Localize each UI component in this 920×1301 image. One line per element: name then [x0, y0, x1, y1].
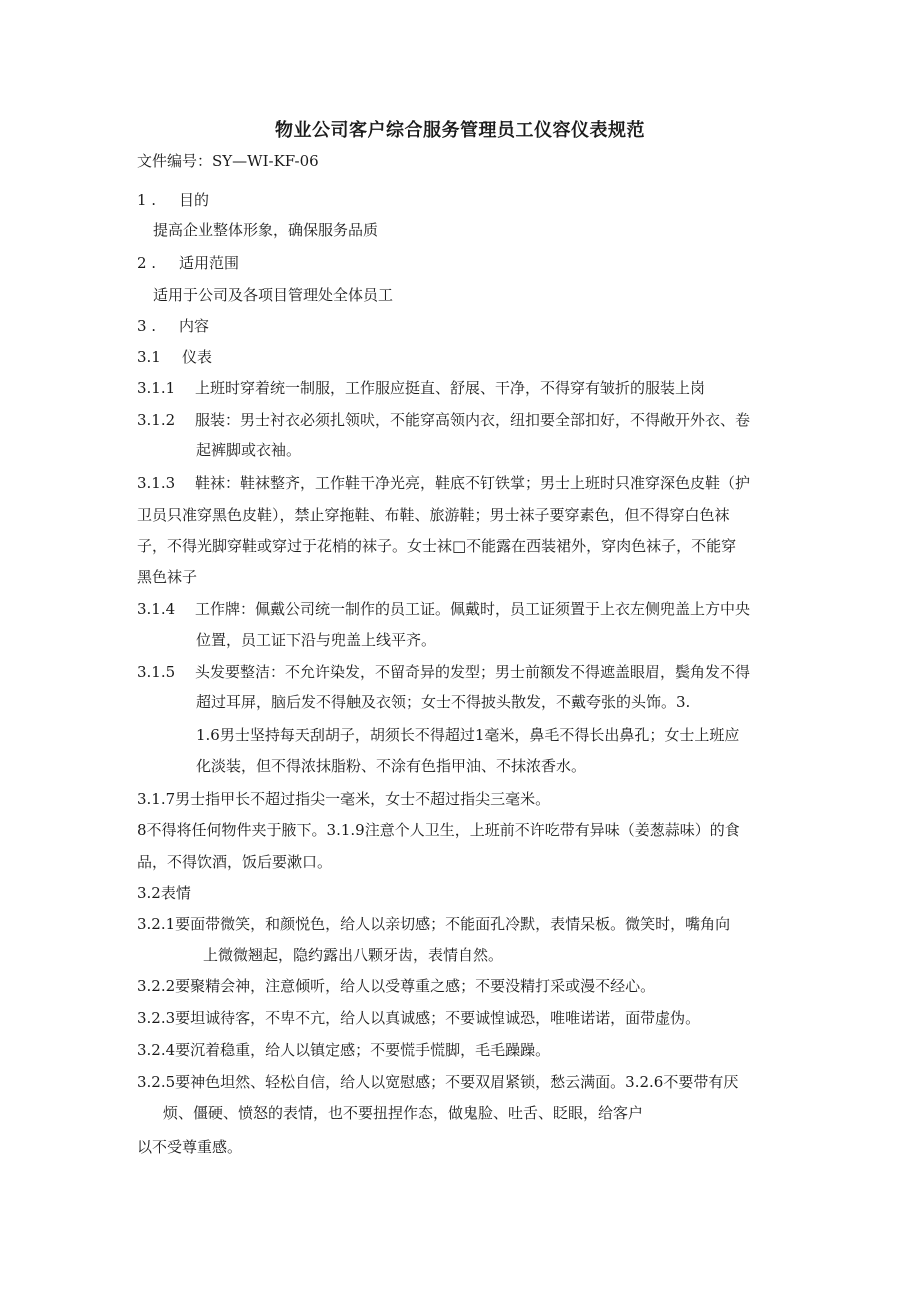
item-number: 3.1.4	[137, 600, 176, 618]
file-number: 文件编号：SY—WI-KF-06	[137, 152, 319, 170]
item-3-1-2-cont: 起裤脚或衣袖。	[196, 441, 302, 459]
subsection-number: 3.1	[137, 348, 161, 366]
item-3-1-4-cont: 位置，员工证下沿与兜盖上线平齐。	[196, 631, 437, 649]
item-3-1-1	[137, 378, 705, 398]
section-2-heading	[137, 253, 239, 273]
section-2-body: 适用于公司及各项目管理处全体员工	[153, 286, 394, 304]
section-1-body: 提高企业整体形象，确保服务品质	[153, 221, 379, 239]
item-number: 3.1.5	[137, 663, 176, 681]
item-3-1-5-cont: 超过耳屏，脑后发不得触及衣领；女士不得披头散发，不戴夸张的头饰。3.	[196, 693, 691, 711]
item-number: 3.1.3	[137, 474, 176, 492]
section-number: 1 .	[137, 191, 157, 209]
item-3-2-2: 3.2.2要聚精会神，注意倾听，给人以受尊重之感；不要没精打采或漫不经心。	[137, 977, 656, 995]
item-text: 头发要整洁：不允许染发，不留奇异的发型；男士前额发不得遮盖眼眉，鬓角发不得	[195, 663, 751, 681]
item-number: 3.1.1	[137, 379, 176, 397]
section-number: 2 .	[137, 254, 157, 272]
item-3-1-7: 3.1.7男士指甲长不超过指尖一毫米，女士不超过指尖三毫米。	[137, 790, 551, 808]
subsection-title: 仪表	[182, 348, 213, 366]
item-3-1-6: 1.6男士坚持每天刮胡子，胡须长不得超过1毫米，鼻毛不得长出鼻孔；女士上班应	[196, 726, 740, 744]
section-3-heading	[137, 316, 209, 336]
item-3-1-2	[137, 410, 750, 430]
section-1-heading	[137, 190, 209, 210]
subsection-3-2-heading: 3.2表情	[137, 884, 191, 902]
item-3-1-5	[137, 662, 750, 682]
section-title: 适用范围	[179, 254, 240, 272]
item-3-1-6-cont: 化淡装，但不得浓抹脂粉、不涂有色指甲油、不抹浓香水。	[196, 757, 587, 775]
item-3-1-4	[137, 599, 750, 619]
item-3-2-6-cont: 以不受尊重感。	[137, 1138, 243, 1156]
item-text: 鞋袜：鞋袜整齐，工作鞋干净光亮，鞋底不钉铁掌；男士上班时只准穿深色皮鞋（护	[195, 474, 751, 492]
subsection-3-1-heading	[137, 347, 212, 367]
item-3-1-3-cont: 黑色袜子	[137, 568, 198, 586]
item-text: 服装：男士衬衣必须扎领吠，不能穿高领内衣，纽扣要全部扣好，不得敞开外衣、卷	[195, 411, 751, 429]
section-title: 内容	[179, 317, 210, 335]
section-number: 3 .	[137, 317, 157, 335]
item-text: 工作牌：佩戴公司统一制作的员工证。佩戴时，员工证须置于上衣左侧兜盖上方中央	[195, 600, 751, 618]
item-3-2-5: 3.2.5要神色坦然、轻松自信，给人以宽慰感；不要双眉紧锁，愁云满面。3.2.6不要带有厌	[137, 1073, 739, 1091]
item-3-2-4: 3.2.4要沉着稳重，给人以镇定感；不要慌手慌脚，毛毛躁躁。	[137, 1041, 551, 1059]
item-number: 3.1.2	[137, 411, 176, 429]
item-3-1-3-cont: 子，不得光脚穿鞋或穿过于花梢的袜子。女士袜□不能露在西装裙外，穿肉色袜子，不能穿	[137, 537, 737, 555]
item-3-2-1: 3.2.1要面带微笑，和颜悦色，给人以亲切感；不能面孔冷默，表情呆板。微笑时，嘴角向	[137, 915, 731, 933]
item-3-2-1-cont: 上微微翘起，隐约露出八颗牙齿，表情自然。	[203, 946, 504, 964]
item-3-1-3-cont: 卫员只准穿黑色皮鞋），禁止穿拖鞋、布鞋、旅游鞋；男士袜子要穿素色，但不得穿白色袜	[137, 506, 730, 524]
item-3-1-3	[137, 473, 750, 493]
item-3-1-8: 8不得将任何物件夹于腋下。3.1.9注意个人卫生，上班前不许吃带有异味（姜葱蒜味）的食	[137, 821, 740, 839]
section-title: 目的	[179, 191, 210, 209]
item-3-1-9-cont: 品，不得饮酒，饭后要漱口。	[137, 853, 333, 871]
item-3-2-6: 烦、僵硬、愤怒的表情，也不要扭捏作态，做鬼脸、吐舌、眨眼，给客户	[163, 1104, 644, 1122]
item-3-2-3: 3.2.3要坦诚待客，不卑不亢，给人以真诚感；不要诚惶诚恐，唯唯诺诺，面带虚伪。	[137, 1009, 701, 1027]
document-title: 物业公司客户综合服务管理员工仪容仪表规范	[275, 120, 645, 141]
item-text: 上班时穿着统一制服，工作服应挺直、舒展、干净，不得穿有皱折的服装上岗	[195, 379, 706, 397]
